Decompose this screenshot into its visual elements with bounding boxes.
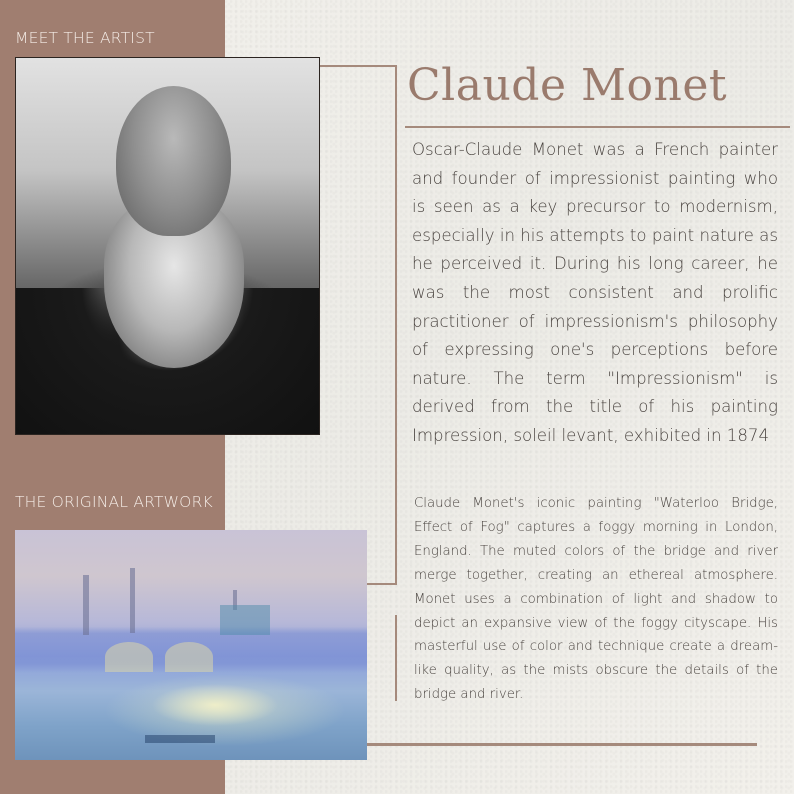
meet-the-artist-label: MEET THE ARTIST (15, 29, 155, 47)
painting-bridge-arch (105, 642, 153, 672)
bottom-rule (367, 743, 757, 746)
painting-building (220, 605, 270, 635)
painting-boat (145, 735, 215, 743)
artist-bio-text: Oscar-Claude Monet was a French painter and founder of impressionist painting who is seen as a key precursor to modernism, especially in his attempts to paint nature as he perceived it. During his long career, he was the most consistent and prolific practitioner of impressionism's philosophy of expressing one's perceptions before nature. The term "Impressionism" is derived from the title of his painting Impression, soleil levant, exhibited in 1874 (412, 140, 778, 445)
original-artwork-label: THE ORIGINAL ARTWORK (15, 493, 213, 511)
painting-chimney (83, 575, 89, 635)
artist-portrait-photo (15, 57, 320, 435)
frame-line-right-upper (395, 65, 397, 585)
artist-name-title: Claude Monet (407, 60, 728, 111)
frame-line-right-lower (395, 615, 397, 701)
artwork-description-text: Claude Monet's iconic painting "Waterloo Bridge, Effect of Fog" captures a foggy morning in London, England. The muted colors of the bridge and river merge together, creating an ethereal atmosphere. Monet uses a combination of light and shadow to depict an expansive view of the foggy cityscape. His masterful use of color and technique create a dream-like quality, as the mists obscure the details of the bridge and river. (414, 496, 778, 703)
frame-line-top (320, 65, 397, 67)
artwork-painting-image (15, 530, 367, 760)
portrait-head-shape (116, 86, 231, 236)
title-underline (405, 126, 790, 128)
frame-line-return (367, 583, 397, 585)
painting-chimney (130, 568, 135, 633)
painting-bridge-arch (165, 642, 213, 672)
